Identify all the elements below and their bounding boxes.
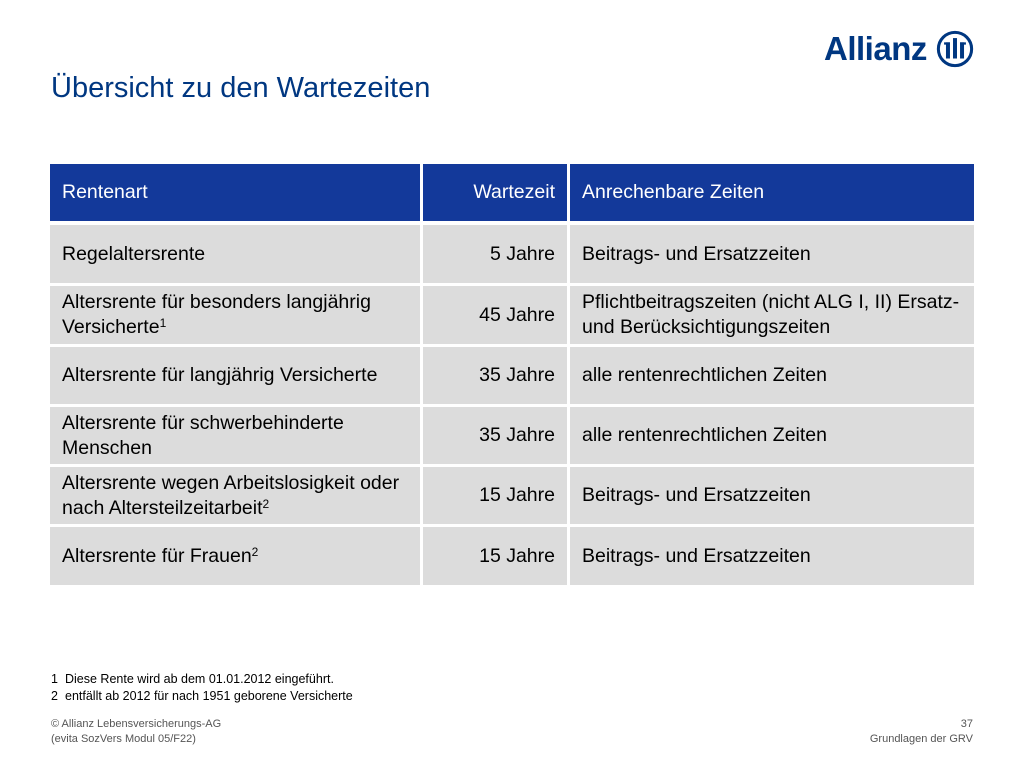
cell-rentenart: Altersrente wegen Arbeitslosigkeit oder nach Altersteilzeitarbeit$^2$ bbox=[50, 467, 423, 527]
cell-zeiten: alle rentenrechtlichen Zeiten bbox=[570, 407, 974, 467]
footer-left bbox=[51, 717, 221, 747]
allianz-logo bbox=[824, 28, 974, 70]
cell-rentenart: Altersrente für langjährig Versicherte bbox=[50, 347, 423, 407]
cell-zeiten: Beitrags- und Ersatzzeiten bbox=[570, 527, 974, 588]
cell-zeiten: Beitrags- und Ersatzzeiten bbox=[570, 467, 974, 527]
cell-zeiten: Beitrags- und Ersatzzeiten bbox=[570, 225, 974, 286]
allianz-eagle-icon bbox=[936, 30, 974, 68]
logo-wordmark: Allianz bbox=[824, 30, 927, 67]
table-row bbox=[50, 407, 974, 467]
cell-rentenart: Altersrente für schwerbehinderte Menschen bbox=[50, 407, 423, 467]
wartezeiten-table bbox=[50, 164, 974, 588]
cell-rentenart: Altersrente für Frauen$^2$ bbox=[50, 527, 423, 588]
table-row bbox=[50, 286, 974, 347]
table-header-row bbox=[50, 164, 974, 225]
cell-wartezeit: 45 Jahre bbox=[423, 286, 570, 347]
cell-wartezeit: 5 Jahre bbox=[423, 225, 570, 286]
cell-rentenart: Altersrente für besonders langjährig Versicherte$^1$ bbox=[50, 286, 423, 347]
page-title: Übersicht zu den Wartezeiten bbox=[51, 72, 431, 104]
footnote-2: 2 entfällt ab 2012 für nach 1951 geborene Versicherte bbox=[51, 689, 353, 703]
table-row bbox=[50, 467, 974, 527]
footnote-1: 1 Diese Rente wird ab dem 01.01.2012 eingeführt. bbox=[51, 672, 334, 686]
cell-wartezeit: 15 Jahre bbox=[423, 527, 570, 588]
cell-wartezeit: 35 Jahre bbox=[423, 347, 570, 407]
table-row bbox=[50, 527, 974, 588]
footer-source: (evita SozVers Modul 05/F22) bbox=[51, 733, 196, 745]
cell-wartezeit: 35 Jahre bbox=[423, 407, 570, 467]
header-anrechenbare-zeiten: Anrechenbare Zeiten bbox=[570, 164, 974, 225]
cell-wartezeit: 15 Jahre bbox=[423, 467, 570, 527]
page-number: 37 bbox=[960, 718, 973, 730]
header-wartezeit: Wartezeit bbox=[423, 164, 570, 225]
cell-rentenart: Regelaltersrente bbox=[50, 225, 423, 286]
footer-right bbox=[870, 717, 973, 747]
table-row bbox=[50, 225, 974, 286]
footer-section: Grundlagen der GRV bbox=[869, 733, 973, 745]
cell-zeiten: Pflichtbeitragszeiten (nicht ALG I, II) Ersatz- und Berücksichtigungszeiten bbox=[570, 286, 974, 347]
cell-zeiten: alle rentenrechtlichen Zeiten bbox=[570, 347, 974, 407]
footer-copyright: © Allianz Lebensversicherungs-AG bbox=[51, 718, 222, 730]
table-row bbox=[50, 347, 974, 407]
header-rentenart: Rentenart bbox=[50, 164, 423, 225]
